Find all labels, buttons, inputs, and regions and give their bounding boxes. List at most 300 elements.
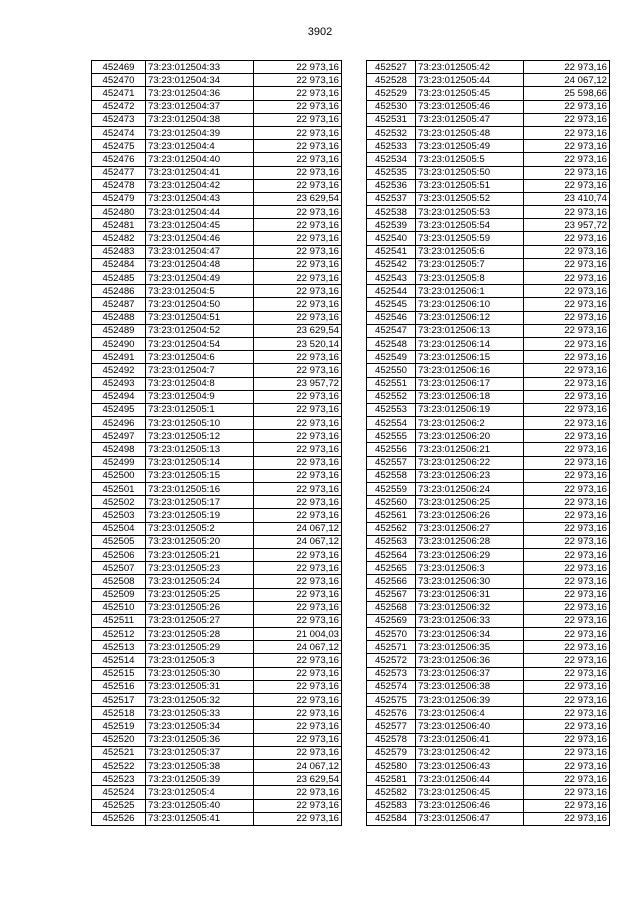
value-cell: 22 973,16: [524, 535, 610, 548]
table-row: [367, 562, 610, 575]
register-table-left: [91, 60, 342, 826]
cadastral-number-cell: 73:23:012505:33: [146, 707, 254, 720]
cadastral-number-cell: 73:23:012504:41: [146, 166, 254, 179]
cadastral-number-cell: 73:23:012505:19: [146, 509, 254, 522]
row-number-cell: 452511: [92, 614, 146, 627]
value-cell: 22 973,16: [524, 575, 610, 588]
cadastral-number-cell: 73:23:012504:52: [146, 324, 254, 337]
cadastral-number-cell: 73:23:012505:41: [146, 812, 254, 825]
row-number-cell: 452555: [367, 430, 416, 443]
cadastral-number-cell: 73:23:012504:6: [146, 351, 254, 364]
table-row: [367, 192, 610, 205]
value-cell: 22 973,16: [524, 245, 610, 258]
cadastral-number-cell: 73:23:012506:13: [416, 324, 524, 337]
table-row: [92, 641, 342, 654]
row-number-cell: 452510: [92, 601, 146, 614]
row-number-cell: 452478: [92, 179, 146, 192]
table-row: [367, 548, 610, 561]
cadastral-number-cell: 73:23:012505:32: [146, 694, 254, 707]
value-cell: 22 973,16: [524, 377, 610, 390]
value-cell: 22 973,16: [254, 694, 342, 707]
value-cell: 23 629,54: [254, 324, 342, 337]
row-number-cell: 452561: [367, 509, 416, 522]
table-row: [92, 351, 342, 364]
row-number-cell: 452550: [367, 364, 416, 377]
table-row: [92, 496, 342, 509]
cadastral-number-cell: 73:23:012506:34: [416, 628, 524, 641]
cadastral-number-cell: 73:23:012505:3: [146, 654, 254, 667]
table-row: [367, 219, 610, 232]
table-row: [92, 733, 342, 746]
row-number-cell: 452572: [367, 654, 416, 667]
table-row: [367, 614, 610, 627]
value-cell: 22 973,16: [524, 707, 610, 720]
cadastral-number-cell: 73:23:012506:19: [416, 403, 524, 416]
row-number-cell: 452560: [367, 496, 416, 509]
cadastral-number-cell: 73:23:012505:23: [146, 562, 254, 575]
row-number-cell: 452581: [367, 773, 416, 786]
value-cell: 22 973,16: [254, 575, 342, 588]
table-row: [92, 390, 342, 403]
table-row: [92, 628, 342, 641]
table-row: [367, 245, 610, 258]
table-row: [92, 601, 342, 614]
value-cell: 22 973,16: [254, 496, 342, 509]
cadastral-number-cell: 73:23:012505:20: [146, 535, 254, 548]
row-number-cell: 452583: [367, 799, 416, 812]
row-number-cell: 452558: [367, 469, 416, 482]
cadastral-number-cell: 73:23:012506:12: [416, 311, 524, 324]
table-row: [367, 232, 610, 245]
row-number-cell: 452538: [367, 206, 416, 219]
row-number-cell: 452543: [367, 272, 416, 285]
row-number-cell: 452512: [92, 628, 146, 641]
cadastral-number-cell: 73:23:012505:40: [146, 799, 254, 812]
table-row: [92, 140, 342, 153]
cadastral-number-cell: 73:23:012504:5: [146, 285, 254, 298]
value-cell: 22 973,16: [254, 206, 342, 219]
value-cell: 24 067,12: [524, 74, 610, 87]
table-row: [367, 799, 610, 812]
row-number-cell: 452525: [92, 799, 146, 812]
row-number-cell: 452578: [367, 733, 416, 746]
value-cell: 22 973,16: [524, 443, 610, 456]
table-row: [92, 694, 342, 707]
value-cell: 22 973,16: [254, 720, 342, 733]
cadastral-number-cell: 73:23:012506:23: [416, 469, 524, 482]
cadastral-number-cell: 73:23:012506:27: [416, 522, 524, 535]
row-number-cell: 452528: [367, 74, 416, 87]
row-number-cell: 452530: [367, 100, 416, 113]
row-number-cell: 452577: [367, 720, 416, 733]
register-table-right: [366, 60, 610, 826]
row-number-cell: 452517: [92, 694, 146, 707]
cadastral-number-cell: 73:23:012505:42: [416, 61, 524, 74]
row-number-cell: 452523: [92, 773, 146, 786]
cadastral-number-cell: 73:23:012506:43: [416, 759, 524, 772]
table-row: [367, 812, 610, 825]
value-cell: 22 973,16: [254, 245, 342, 258]
table-row: [367, 575, 610, 588]
row-number-cell: 452522: [92, 759, 146, 772]
cadastral-number-cell: 73:23:012506:35: [416, 641, 524, 654]
value-cell: 22 973,16: [254, 153, 342, 166]
cadastral-number-cell: 73:23:012504:40: [146, 153, 254, 166]
row-number-cell: 452554: [367, 417, 416, 430]
value-cell: 22 973,16: [524, 601, 610, 614]
cadastral-number-cell: 73:23:012505:52: [416, 192, 524, 205]
cadastral-number-cell: 73:23:012506:21: [416, 443, 524, 456]
value-cell: 22 973,16: [254, 443, 342, 456]
value-cell: 22 973,16: [524, 390, 610, 403]
table-row: [367, 496, 610, 509]
cadastral-number-cell: 73:23:012504:45: [146, 219, 254, 232]
table-row: [92, 430, 342, 443]
table-row: [92, 61, 342, 74]
table-row: [367, 272, 610, 285]
value-cell: 22 973,16: [524, 403, 610, 416]
row-number-cell: 452487: [92, 298, 146, 311]
cadastral-number-cell: 73:23:012506:25: [416, 496, 524, 509]
cadastral-number-cell: 73:23:012504:36: [146, 87, 254, 100]
row-number-cell: 452542: [367, 258, 416, 271]
table-row: [92, 377, 342, 390]
row-number-cell: 452551: [367, 377, 416, 390]
table-row: [92, 219, 342, 232]
cadastral-number-cell: 73:23:012505:24: [146, 575, 254, 588]
table-row: [367, 390, 610, 403]
table-row: [92, 311, 342, 324]
table-row: [92, 680, 342, 693]
value-cell: 22 973,16: [524, 100, 610, 113]
row-number-cell: 452505: [92, 535, 146, 548]
table-row: [92, 443, 342, 456]
row-number-cell: 452573: [367, 667, 416, 680]
value-cell: 22 973,16: [254, 562, 342, 575]
table-row: [92, 483, 342, 496]
table-row: [92, 298, 342, 311]
row-number-cell: 452529: [367, 87, 416, 100]
value-cell: 22 973,16: [524, 232, 610, 245]
cadastral-number-cell: 73:23:012506:39: [416, 694, 524, 707]
table-row: [367, 733, 610, 746]
row-number-cell: 452570: [367, 628, 416, 641]
row-number-cell: 452547: [367, 324, 416, 337]
row-number-cell: 452546: [367, 311, 416, 324]
value-cell: 22 973,16: [524, 496, 610, 509]
row-number-cell: 452519: [92, 720, 146, 733]
value-cell: 22 973,16: [524, 140, 610, 153]
table-row: [367, 74, 610, 87]
value-cell: 24 067,12: [254, 535, 342, 548]
value-cell: 22 973,16: [524, 548, 610, 561]
row-number-cell: 452501: [92, 483, 146, 496]
row-number-cell: 452575: [367, 694, 416, 707]
cadastral-number-cell: 73:23:012506:17: [416, 377, 524, 390]
table-row: [367, 166, 610, 179]
row-number-cell: 452485: [92, 272, 146, 285]
cadastral-number-cell: 73:23:012504:4: [146, 140, 254, 153]
value-cell: 22 973,16: [254, 601, 342, 614]
cadastral-number-cell: 73:23:012505:31: [146, 680, 254, 693]
cadastral-number-cell: 73:23:012504:39: [146, 126, 254, 139]
row-number-cell: 452470: [92, 74, 146, 87]
row-number-cell: 452531: [367, 113, 416, 126]
table-row: [367, 61, 610, 74]
table-row: [367, 285, 610, 298]
value-cell: 22 973,16: [524, 614, 610, 627]
table-row: [367, 588, 610, 601]
value-cell: 22 973,16: [254, 614, 342, 627]
row-number-cell: 452494: [92, 390, 146, 403]
table-row: [367, 179, 610, 192]
cadastral-number-cell: 73:23:012504:8: [146, 377, 254, 390]
table-row: [367, 126, 610, 139]
row-number-cell: 452469: [92, 61, 146, 74]
cadastral-number-cell: 73:23:012506:2: [416, 417, 524, 430]
value-cell: 22 973,16: [524, 628, 610, 641]
table-row: [367, 364, 610, 377]
value-cell: 22 973,16: [254, 232, 342, 245]
row-number-cell: 452477: [92, 166, 146, 179]
row-number-cell: 452524: [92, 786, 146, 799]
cadastral-number-cell: 73:23:012506:16: [416, 364, 524, 377]
table-row: [92, 324, 342, 337]
value-cell: 22 973,16: [524, 654, 610, 667]
row-number-cell: 452569: [367, 614, 416, 627]
row-number-cell: 452493: [92, 377, 146, 390]
cadastral-number-cell: 73:23:012504:42: [146, 179, 254, 192]
value-cell: 22 973,16: [254, 799, 342, 812]
table-row: [92, 707, 342, 720]
table-row: [367, 707, 610, 720]
table-row: [92, 245, 342, 258]
page-number: 3902: [307, 26, 333, 38]
cadastral-number-cell: 73:23:012505:28: [146, 628, 254, 641]
table-row: [92, 258, 342, 271]
table-row: [367, 786, 610, 799]
cadastral-number-cell: 73:23:012505:50: [416, 166, 524, 179]
row-number-cell: 452497: [92, 430, 146, 443]
row-number-cell: 452571: [367, 641, 416, 654]
row-number-cell: 452556: [367, 443, 416, 456]
value-cell: 22 973,16: [254, 113, 342, 126]
row-number-cell: 452514: [92, 654, 146, 667]
row-number-cell: 452553: [367, 403, 416, 416]
value-cell: 22 973,16: [524, 311, 610, 324]
cadastral-number-cell: 73:23:012505:2: [146, 522, 254, 535]
cadastral-number-cell: 73:23:012505:37: [146, 746, 254, 759]
cadastral-number-cell: 73:23:012504:49: [146, 272, 254, 285]
table-row: [92, 548, 342, 561]
row-number-cell: 452480: [92, 206, 146, 219]
value-cell: 22 973,16: [254, 417, 342, 430]
cadastral-number-cell: 73:23:012506:44: [416, 773, 524, 786]
value-cell: 22 973,16: [254, 403, 342, 416]
value-cell: 22 973,16: [524, 126, 610, 139]
table-row: [92, 337, 342, 350]
table-row: [367, 403, 610, 416]
value-cell: 22 973,16: [524, 285, 610, 298]
value-cell: 22 973,16: [254, 285, 342, 298]
value-cell: 22 973,16: [254, 456, 342, 469]
value-cell: 22 973,16: [254, 390, 342, 403]
table-row: [92, 364, 342, 377]
value-cell: 22 973,16: [254, 179, 342, 192]
table-row: [367, 324, 610, 337]
cadastral-number-cell: 73:23:012506:15: [416, 351, 524, 364]
value-cell: 22 973,16: [254, 364, 342, 377]
row-number-cell: 452508: [92, 575, 146, 588]
table-row: [92, 113, 342, 126]
row-number-cell: 452537: [367, 192, 416, 205]
table-row: [367, 483, 610, 496]
table-row: [92, 812, 342, 825]
cadastral-number-cell: 73:23:012506:45: [416, 786, 524, 799]
table-row: [367, 100, 610, 113]
value-cell: 23 957,72: [254, 377, 342, 390]
row-number-cell: 452498: [92, 443, 146, 456]
cadastral-number-cell: 73:23:012506:28: [416, 535, 524, 548]
row-number-cell: 452549: [367, 351, 416, 364]
row-number-cell: 452502: [92, 496, 146, 509]
table-row: [92, 562, 342, 575]
table-row: [367, 87, 610, 100]
table-row: [92, 614, 342, 627]
table-row: [92, 153, 342, 166]
value-cell: 22 973,16: [524, 113, 610, 126]
cadastral-number-cell: 73:23:012505:21: [146, 548, 254, 561]
value-cell: 22 973,16: [524, 680, 610, 693]
cadastral-number-cell: 73:23:012506:24: [416, 483, 524, 496]
row-number-cell: 452563: [367, 535, 416, 548]
table-row: [367, 430, 610, 443]
table-row: [92, 285, 342, 298]
row-number-cell: 452496: [92, 417, 146, 430]
row-number-cell: 452483: [92, 245, 146, 258]
row-number-cell: 452489: [92, 324, 146, 337]
cadastral-number-cell: 73:23:012506:40: [416, 720, 524, 733]
cadastral-number-cell: 73:23:012506:33: [416, 614, 524, 627]
table-row: [92, 759, 342, 772]
row-number-cell: 452491: [92, 351, 146, 364]
row-number-cell: 452535: [367, 166, 416, 179]
table-row: [92, 192, 342, 205]
value-cell: 22 973,16: [254, 654, 342, 667]
table-row: [367, 628, 610, 641]
value-cell: 22 973,16: [524, 430, 610, 443]
value-cell: 22 973,16: [254, 509, 342, 522]
table-row: [92, 535, 342, 548]
value-cell: 22 973,16: [254, 74, 342, 87]
row-number-cell: 452540: [367, 232, 416, 245]
value-cell: 22 973,16: [524, 324, 610, 337]
value-cell: 22 973,16: [524, 694, 610, 707]
cadastral-number-cell: 73:23:012506:46: [416, 799, 524, 812]
value-cell: 22 973,16: [524, 522, 610, 535]
table-row: [367, 694, 610, 707]
cadastral-number-cell: 73:23:012505:25: [146, 588, 254, 601]
row-number-cell: 452484: [92, 258, 146, 271]
table-row: [92, 417, 342, 430]
row-number-cell: 452521: [92, 746, 146, 759]
cadastral-number-cell: 73:23:012506:47: [416, 812, 524, 825]
cadastral-number-cell: 73:23:012505:7: [416, 258, 524, 271]
cadastral-number-cell: 73:23:012504:48: [146, 258, 254, 271]
row-number-cell: 452473: [92, 113, 146, 126]
table-row: [367, 680, 610, 693]
table-row: [367, 535, 610, 548]
table-row: [92, 74, 342, 87]
table-row: [92, 456, 342, 469]
cadastral-number-cell: 73:23:012505:44: [416, 74, 524, 87]
table-row: [92, 403, 342, 416]
value-cell: 22 973,16: [524, 746, 610, 759]
table-row: [367, 601, 610, 614]
table-row: [367, 417, 610, 430]
cadastral-number-cell: 73:23:012505:51: [416, 179, 524, 192]
cadastral-number-cell: 73:23:012505:13: [146, 443, 254, 456]
cadastral-number-cell: 73:23:012506:31: [416, 588, 524, 601]
value-cell: 22 973,16: [254, 298, 342, 311]
table-row: [92, 232, 342, 245]
table-row: [92, 100, 342, 113]
row-number-cell: 452559: [367, 483, 416, 496]
table-body: [92, 61, 342, 826]
row-number-cell: 452509: [92, 588, 146, 601]
row-number-cell: 452474: [92, 126, 146, 139]
value-cell: 22 973,16: [524, 298, 610, 311]
cadastral-number-cell: 73:23:012505:12: [146, 430, 254, 443]
row-number-cell: 452576: [367, 707, 416, 720]
value-cell: 22 973,16: [254, 219, 342, 232]
value-cell: 22 973,16: [524, 153, 610, 166]
row-number-cell: 452545: [367, 298, 416, 311]
row-number-cell: 452490: [92, 337, 146, 350]
value-cell: 23 410,74: [524, 192, 610, 205]
table-row: [367, 377, 610, 390]
table-row: [367, 759, 610, 772]
value-cell: 22 973,16: [524, 179, 610, 192]
cadastral-number-cell: 73:23:012504:43: [146, 192, 254, 205]
row-number-cell: 452541: [367, 245, 416, 258]
cadastral-number-cell: 73:23:012505:8: [416, 272, 524, 285]
table-row: [367, 443, 610, 456]
table-row: [367, 298, 610, 311]
table-row: [92, 575, 342, 588]
cadastral-number-cell: 73:23:012504:38: [146, 113, 254, 126]
cadastral-number-cell: 73:23:012505:46: [416, 100, 524, 113]
value-cell: 21 004,03: [254, 628, 342, 641]
cadastral-number-cell: 73:23:012505:30: [146, 667, 254, 680]
value-cell: 22 973,16: [524, 469, 610, 482]
table-row: [92, 166, 342, 179]
row-number-cell: 452516: [92, 680, 146, 693]
value-cell: 24 067,12: [254, 641, 342, 654]
cadastral-number-cell: 73:23:012505:4: [146, 786, 254, 799]
table-row: [92, 786, 342, 799]
cadastral-number-cell: 73:23:012505:48: [416, 126, 524, 139]
value-cell: 22 973,16: [254, 166, 342, 179]
cadastral-number-cell: 73:23:012506:1: [416, 285, 524, 298]
row-number-cell: 452472: [92, 100, 146, 113]
table-row: [367, 337, 610, 350]
cadastral-number-cell: 73:23:012504:7: [146, 364, 254, 377]
table-row: [92, 469, 342, 482]
row-number-cell: 452476: [92, 153, 146, 166]
table-row: [367, 641, 610, 654]
row-number-cell: 452544: [367, 285, 416, 298]
